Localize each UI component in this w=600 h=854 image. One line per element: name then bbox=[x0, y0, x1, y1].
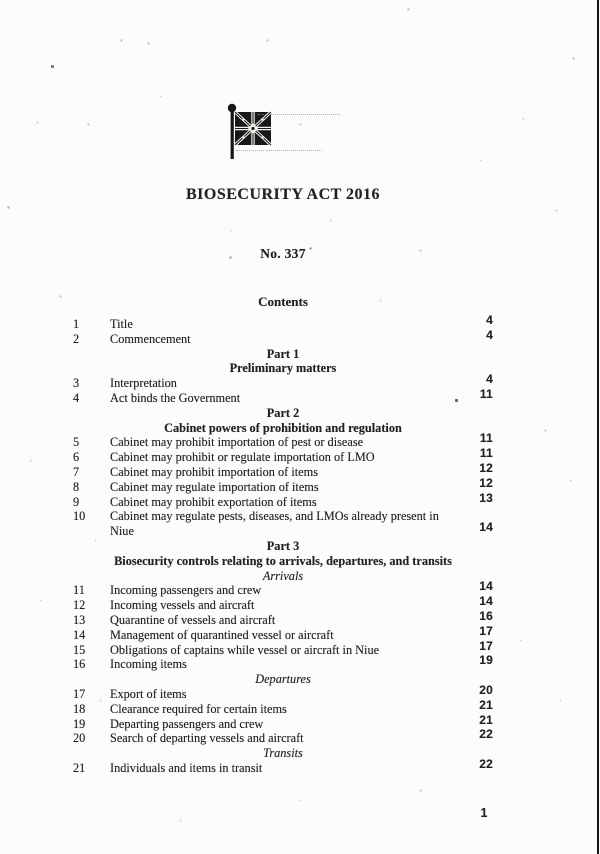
toc-section-number: 12 bbox=[73, 598, 86, 613]
toc-section-title-line2: Niue bbox=[110, 524, 134, 539]
toc-item-row bbox=[73, 727, 493, 746]
contents-heading: Contents bbox=[258, 294, 308, 309]
toc-section-title bbox=[110, 598, 472, 613]
toc-section-title bbox=[110, 317, 472, 332]
toc-page-number: 11 bbox=[479, 386, 493, 401]
toc-item-row bbox=[73, 327, 493, 347]
toc-page-number: 14 bbox=[479, 579, 493, 594]
toc-section-title bbox=[110, 657, 472, 672]
toc-item-row bbox=[73, 460, 493, 480]
footer-page-number: 1 bbox=[480, 806, 488, 820]
toc-section-title-line1: Commencement bbox=[110, 331, 191, 346]
toc-section-number: 2 bbox=[73, 331, 80, 346]
toc-section-title bbox=[110, 332, 472, 347]
toc-page-number: 11 bbox=[479, 431, 493, 446]
toc-page-number: 21 bbox=[479, 697, 493, 712]
toc-section-title-line1: Search of departing vessels and aircraft bbox=[110, 731, 304, 746]
toc-subheading: Departures bbox=[255, 672, 311, 687]
toc-section-title bbox=[110, 480, 472, 495]
scanner-edge-line bbox=[597, 0, 599, 854]
toc-section-number: 8 bbox=[73, 479, 80, 494]
toc-part-label: Part 1 bbox=[266, 346, 300, 361]
toc-section-title bbox=[110, 583, 472, 598]
toc-page-number: 22 bbox=[479, 756, 493, 771]
toc-part-label: Part 3 bbox=[266, 538, 300, 553]
toc-item-row bbox=[73, 638, 493, 658]
toc-section-number: 19 bbox=[73, 716, 86, 731]
toc-item-row bbox=[73, 594, 493, 613]
toc-section-number: 14 bbox=[73, 627, 86, 642]
toc-section-number: 11 bbox=[73, 583, 85, 598]
niue-union-jack-flag-icon bbox=[226, 103, 276, 161]
toc-section-number: 18 bbox=[73, 701, 86, 716]
toc-section-title bbox=[110, 731, 472, 746]
toc-section-title-line1: Cabinet may prohibit importation of items bbox=[110, 464, 318, 479]
toc-section-title bbox=[110, 376, 472, 391]
toc-section-number: 10 bbox=[73, 509, 86, 524]
toc-section-title bbox=[110, 391, 472, 406]
toc-section-title-line1: Cabinet may prohibit importation of pest or disease bbox=[110, 435, 364, 450]
toc-part-label: Part 2 bbox=[266, 405, 300, 420]
toc-item-row bbox=[73, 682, 493, 702]
scan-artifact-line bbox=[258, 114, 340, 115]
toc-section-title-line1: Title bbox=[110, 317, 133, 331]
toc-section-number: 4 bbox=[73, 390, 80, 405]
toc-section-title-line1: Departing passengers and crew bbox=[110, 716, 264, 731]
toc-section-number: 9 bbox=[73, 494, 80, 509]
toc-item-row bbox=[73, 475, 493, 495]
toc-section-title-line1: Incoming items bbox=[110, 657, 187, 672]
toc-item-row bbox=[73, 623, 493, 643]
scan-artifact-line bbox=[236, 150, 322, 151]
toc-section-title-line1: Act binds the Government bbox=[110, 390, 241, 405]
toc-item-row bbox=[73, 372, 493, 391]
toc-section-title bbox=[110, 628, 472, 643]
toc-page-number: 11 bbox=[479, 446, 493, 461]
toc-item-row bbox=[73, 386, 493, 406]
toc-page-number: 14 bbox=[479, 520, 493, 535]
toc-page-number: 13 bbox=[479, 490, 493, 505]
toc-list bbox=[73, 313, 493, 776]
toc-section-title-line1: Export of items bbox=[110, 686, 187, 701]
toc-item-row bbox=[73, 446, 493, 465]
toc-section-title bbox=[110, 702, 472, 717]
toc-section-title-line1: Quarantine of vessels and aircraft bbox=[110, 612, 276, 627]
toc-section-title-line1: Incoming passengers and crew bbox=[110, 583, 262, 598]
toc-page-number: 19 bbox=[479, 653, 493, 668]
toc-section-number: 13 bbox=[73, 612, 86, 627]
toc-item-row bbox=[73, 431, 493, 450]
toc-section-number: 20 bbox=[73, 731, 86, 746]
toc-section-title bbox=[110, 687, 472, 702]
toc-section-title-line1: Cabinet may regulate importation of items bbox=[110, 479, 319, 494]
toc-item-row bbox=[73, 712, 493, 732]
toc-section-title bbox=[110, 717, 472, 732]
toc-page-number: 20 bbox=[479, 682, 493, 697]
toc-part-title: Preliminary matters bbox=[229, 361, 337, 376]
toc-page-number: 22 bbox=[479, 727, 493, 742]
toc-section-title-line1: Cabinet may regulate pests, diseases, and LMOs already present in bbox=[110, 509, 439, 524]
toc-section-title-line1: Individuals and items in transit bbox=[110, 760, 263, 775]
toc-page-number: 4 bbox=[486, 313, 493, 327]
toc-page-number: 16 bbox=[479, 608, 493, 623]
toc-item-row bbox=[73, 579, 493, 598]
toc-section-number: 5 bbox=[73, 435, 80, 450]
toc-item-row bbox=[73, 313, 493, 332]
toc-item-row bbox=[73, 608, 493, 628]
scan-noise-specks bbox=[0, 0, 1, 1]
toc-section-number: 16 bbox=[73, 657, 86, 672]
toc-page-number: 4 bbox=[486, 327, 493, 342]
toc-section-title-line1: Cabinet may prohibit exportation of items bbox=[110, 494, 317, 509]
toc-section-title bbox=[110, 643, 472, 658]
toc-section-number: 1 bbox=[73, 317, 80, 331]
toc-page-number: 14 bbox=[479, 594, 493, 609]
toc-part-title: Cabinet powers of prohibition and regulation bbox=[164, 420, 402, 435]
toc-section-title-line1: Management of quarantined vessel or aircraft bbox=[110, 627, 334, 642]
document-title: BIOSECURITY ACT 2016 bbox=[185, 186, 381, 203]
toc-section-title bbox=[110, 509, 472, 539]
toc-section-number: 21 bbox=[73, 760, 86, 775]
flag-emblem bbox=[226, 103, 276, 161]
act-number: No. 337 bbox=[260, 246, 306, 261]
toc-section-number: 17 bbox=[73, 686, 86, 701]
toc-item-row bbox=[73, 697, 493, 717]
toc-section-number: 3 bbox=[73, 376, 80, 391]
toc-page-number: 12 bbox=[479, 475, 493, 490]
toc-item-row bbox=[73, 509, 493, 539]
toc-section-title bbox=[110, 450, 472, 465]
toc-section-title-line1: Obligations of captains while vessel or aircraft in Niue bbox=[110, 642, 380, 657]
toc-section-title-line1: Incoming vessels and aircraft bbox=[110, 598, 255, 613]
toc-subheading: Transits bbox=[263, 746, 303, 761]
toc-item-row bbox=[73, 756, 493, 776]
toc-section-title bbox=[110, 613, 472, 628]
toc-section-number: 6 bbox=[73, 450, 80, 465]
toc-page-number: 17 bbox=[479, 638, 493, 653]
toc-subheading: Arrivals bbox=[262, 568, 304, 583]
toc-page-number: 17 bbox=[479, 623, 493, 638]
toc-page-number: 21 bbox=[479, 712, 493, 727]
toc-section-title bbox=[110, 761, 472, 776]
toc-section-title-line1: Cabinet may prohibit or regulate importation of LMO bbox=[110, 450, 375, 465]
toc-page-number: 12 bbox=[479, 460, 493, 475]
toc-section-number: 15 bbox=[73, 642, 86, 657]
toc-section-title bbox=[110, 495, 472, 510]
toc-section-title bbox=[110, 435, 472, 450]
toc-item-row bbox=[73, 490, 493, 510]
toc-section-title-line1: Interpretation bbox=[110, 376, 177, 391]
toc-item-row bbox=[73, 653, 493, 672]
toc-page-number: 4 bbox=[486, 372, 493, 387]
toc-section-title-line1: Clearance required for certain items bbox=[110, 701, 287, 716]
toc-section-title bbox=[110, 465, 472, 480]
toc-section-number: 7 bbox=[73, 464, 80, 479]
toc-part-title: Biosecurity controls relating to arrivals, departures, and transits bbox=[114, 553, 452, 568]
